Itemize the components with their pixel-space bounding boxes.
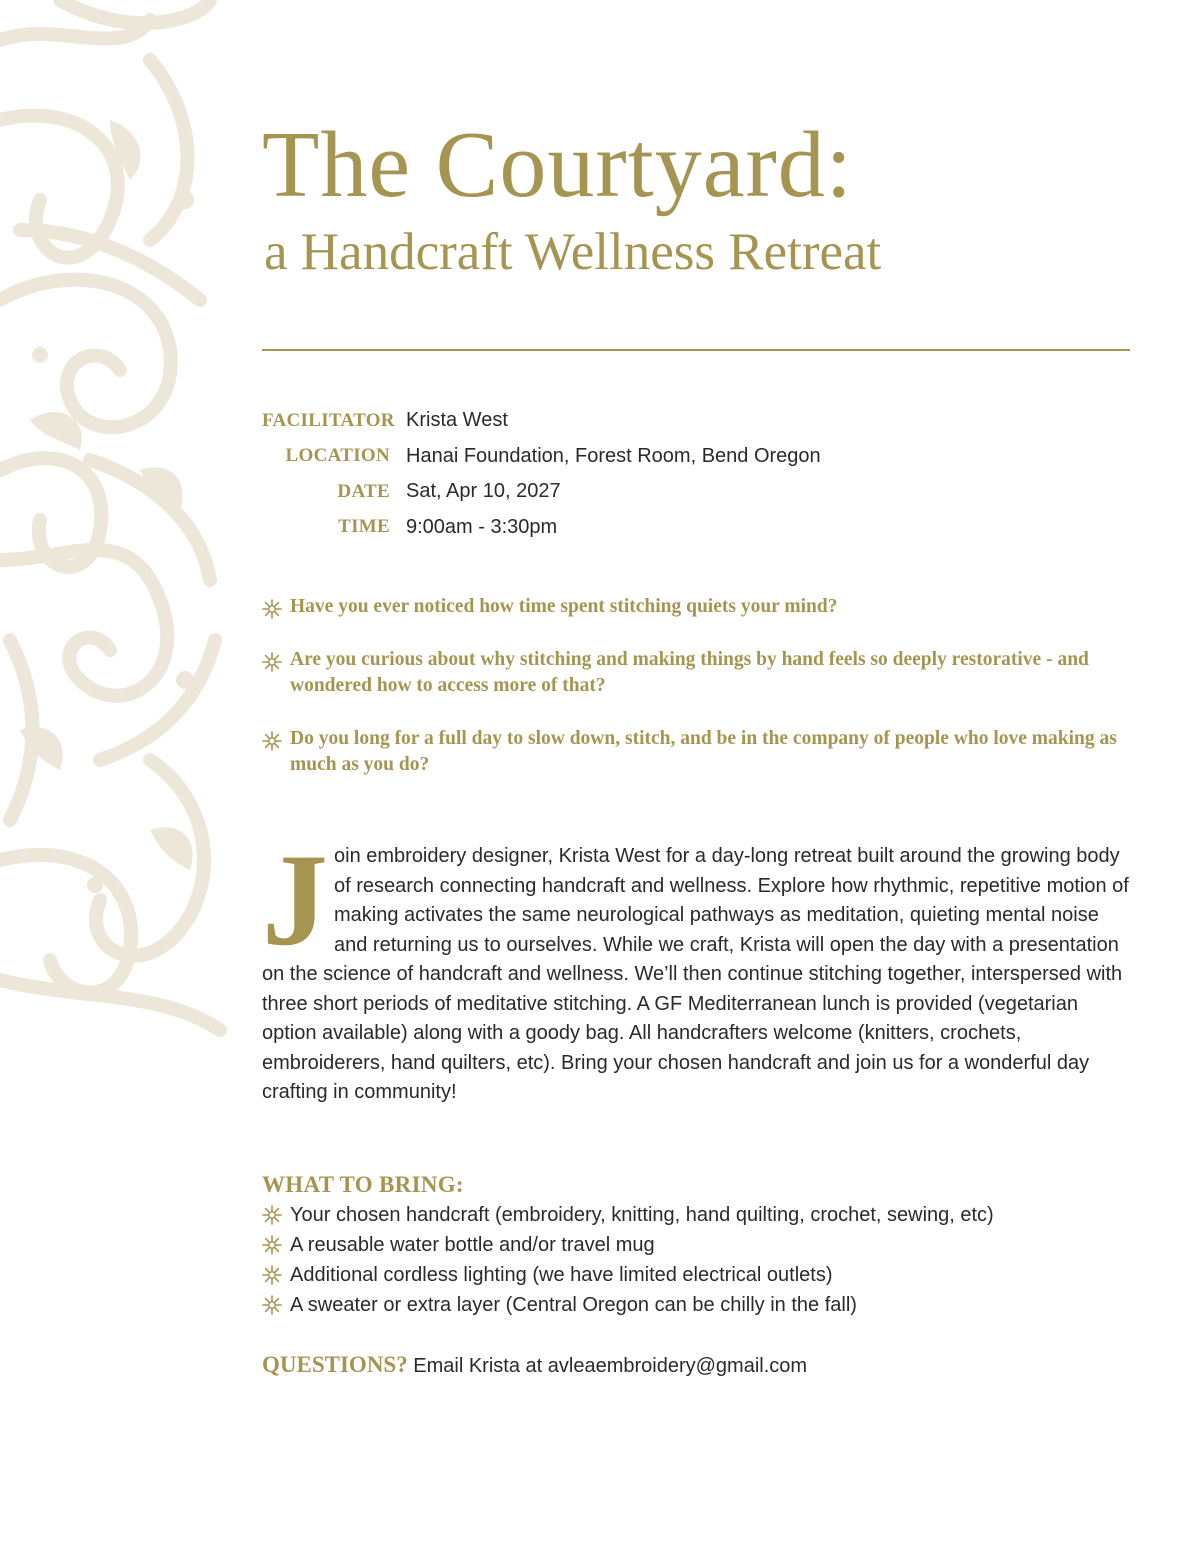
snowflake-sparkle-icon (262, 1265, 282, 1285)
snowflake-sparkle-icon (262, 1295, 282, 1315)
question-item (262, 594, 1130, 620)
detail-row-facilitator (262, 403, 1130, 439)
list-item-text: A sweater or extra layer (Central Oregon can be chilly in the fall) (290, 1294, 857, 1316)
snowflake-sparkle-icon (262, 1205, 282, 1225)
detail-value: Sat, Apr 10, 2027 (406, 480, 561, 503)
list-item (262, 1260, 1130, 1290)
snowflake-sparkle-icon (262, 599, 282, 619)
list-item-text: Additional cordless lighting (we have limited electrical outlets) (290, 1264, 833, 1286)
detail-label: DATE (337, 480, 390, 502)
event-details (262, 403, 1130, 545)
divider (262, 349, 1130, 351)
contact-label: QUESTIONS? (262, 1352, 408, 1377)
contact-line (262, 1352, 1130, 1378)
question-text: Do you long for a full day to slow down, stitch, and be in the company of people who love making as much as you do? (290, 728, 1117, 775)
snowflake-sparkle-icon (262, 652, 282, 672)
contact-email-text[interactable]: Email Krista at avleaembroidery@gmail.com (407, 1355, 808, 1377)
list-item (262, 1230, 1130, 1260)
what-to-bring-section (262, 1170, 1130, 1320)
intro-paragraph (262, 826, 1130, 1108)
snowflake-sparkle-icon (262, 731, 282, 751)
detail-value: Krista West (406, 409, 508, 432)
question-text: Have you ever noticed how time spent stitching quiets your mind? (290, 596, 838, 617)
snowflake-sparkle-icon (262, 1235, 282, 1255)
section-heading: WHAT TO BRING: (262, 1172, 464, 1197)
intro-text: oin embroidery designer, Krista West for a day-long retreat built around the growing body of research connecting handcraft and wellness. Explore how rhythmic, repetitive motion of making activates the same neurological pathways as meditation, quieting mental noise and returning us to ourselves. While we craft, Krista will open the day with a presentation on the science of handcraft and wellness. We’ll then continue stitching together, interspersed with three short periods of meditative stitching. A GF Mediterranean lunch is provided (vegetarian option available) along with a goody bag. All handcrafters welcome (knitters, crochets, embroiderers, hand quilters, etc). Bring your chosen handcraft and join us for a wonderful day crafting in community! (262, 845, 1129, 1103)
page-subtitle: a Handcraft Wellness Retreat (264, 223, 882, 281)
detail-row-location (262, 439, 1130, 475)
questions-list (262, 594, 1130, 778)
detail-value: 9:00am - 3:30pm (406, 515, 558, 538)
page-title: The Courtyard: (262, 113, 853, 217)
list-item-text: A reusable water bottle and/or travel mug (290, 1234, 655, 1256)
detail-row-date (262, 474, 1130, 510)
question-text: Are you curious about why stitching and making things by hand feels so deeply restorative - and wondered how to access more of that? (290, 649, 1089, 696)
detail-value: Hanai Foundation, Forest Room, Bend Oregon (406, 444, 821, 467)
damask-ornament (0, 0, 230, 1040)
question-item (262, 647, 1130, 699)
detail-label: LOCATION (285, 445, 390, 467)
detail-label: FACILITATOR (262, 409, 395, 431)
detail-row-time (262, 510, 1130, 546)
detail-label: TIME (338, 516, 390, 538)
question-item (262, 726, 1130, 778)
list-item (262, 1290, 1130, 1320)
list-item (262, 1200, 1130, 1230)
drop-cap: J (262, 826, 328, 973)
list-item-text: Your chosen handcraft (embroidery, knitting, hand quilting, crochet, sewing, etc) (290, 1204, 994, 1226)
